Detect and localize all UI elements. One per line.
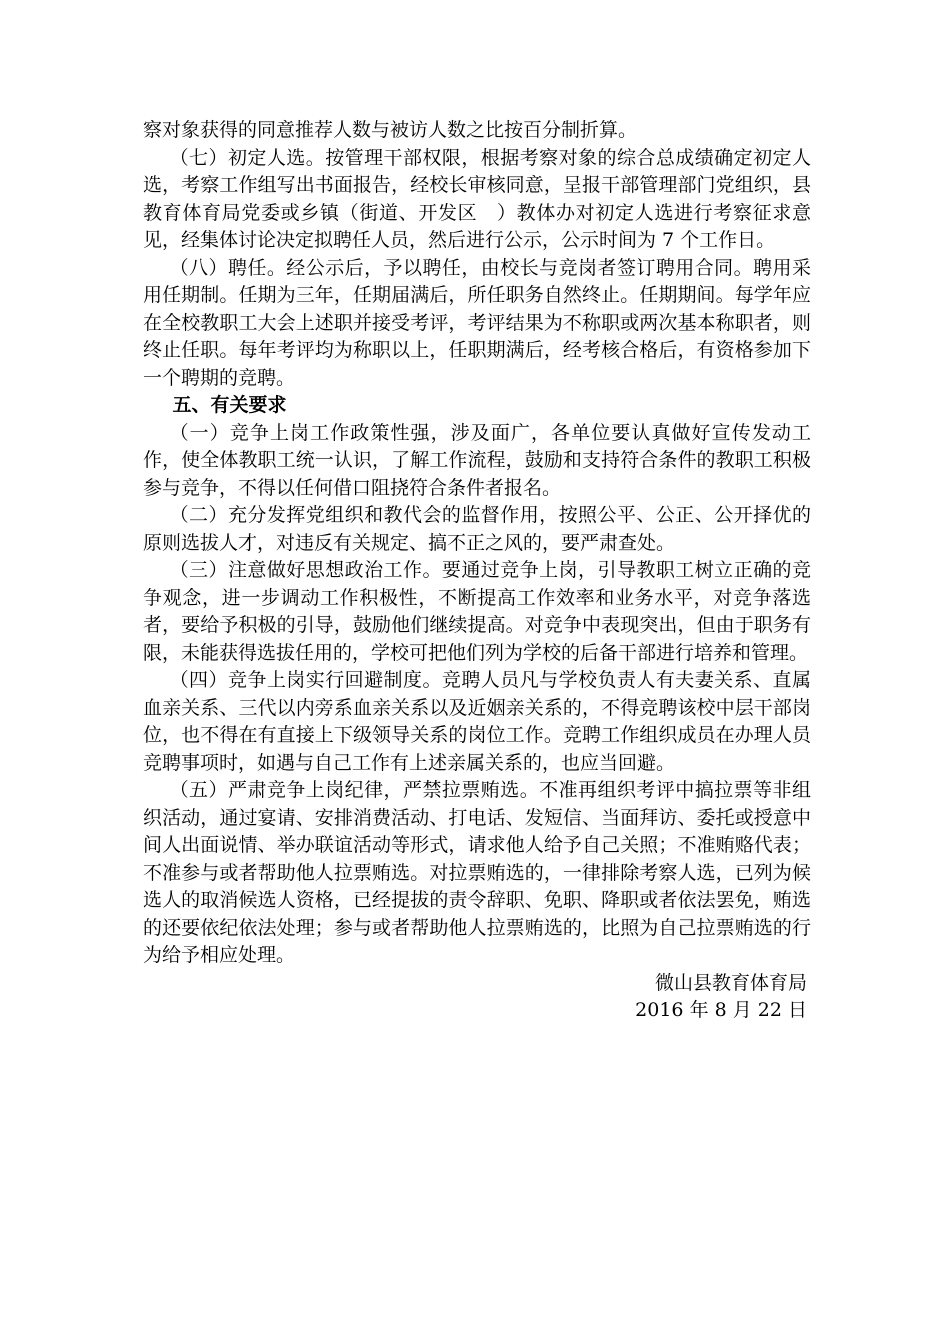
- paragraph-initial-selection: （七）初定人选。按管理干部权限，根据考察对象的综合总成绩确定初定人选，考察工作组写出书面报告，经校长审核同意，呈报干部管理部门党组织，县教育体育局党委或乡镇（街道、开发区 ）教体办对初定人选进行考察征求意见，经集体讨论决定拟聘任人员，然后进行公示，公示时间为 7 个工作日。: [143, 146, 811, 251]
- signature-organization: 微山县教育体育局: [654, 971, 807, 994]
- requirement-item-2: （二）充分发挥党组织和教代会的监督作用，按照公平、公正、公开择优的原则选拔人才，对违反有关规定、搞不正之风的，要严肃查处。: [143, 504, 811, 554]
- paragraph-appointment: （八）聘任。经公示后，予以聘任，由校长与竞岗者签订聘用合同。聘用采用任期制。任期为三年，任期届满后，所任职务自然终止。任期期间。每学年应在全校教职工大会上述职并接受考评，考评结果为不称职或两次基本称职者，则终止任职。每年考评均为称职以上，任职期满后，经考核合格后，有资格参加下一个聘期的竞聘。: [143, 256, 811, 389]
- requirement-item-1: （一）竞争上岗工作政策性强，涉及面广，各单位要认真做好宣传发动工作，使全体教职工统一认识，了解工作流程，鼓励和支持符合条件的教职工积极参与竞争，不得以任何借口阻挠符合条件者报名。: [143, 421, 811, 499]
- document-page: [143, 117, 811, 1024]
- signature-date: 2016 年 8 月 22 日: [635, 998, 807, 1021]
- requirement-item-5: （五）严肃竞争上岗纪律，严禁拉票贿选。不准再组织考评中搞拉票等非组织活动，通过宴请、安排消费活动、打电话、发短信、当面拜访、委托或授意中间人出面说情、举办联谊活动等形式，请求他人给予自己关照；不准贿赂代表；不准参与或者帮助他人拉票贿选。对拉票贿选的，一律排除考察人选，已列为候选人的取消候选人资格，已经提拔的责令辞职、免职、降职或者依法罢免，贿选的还要依纪依法处理；参与或者帮助他人拉票贿选的，比照为自己拉票贿选的行为给予相应处理。: [143, 779, 811, 966]
- requirement-item-4: （四）竞争上岗实行回避制度。竞聘人员凡与学校负责人有夫妻关系、直属血亲关系、三代以内旁系血亲关系以及近姻亲关系的，不得竞聘该校中层干部岗位，也不得在有直接上下级领导关系的岗位工作。竞聘工作组织成员在办理人员竞聘事项时，如遇与自己工作有上述亲属关系的，也应当回避。: [143, 669, 811, 774]
- requirement-item-3: （三）注意做好思想政治工作。要通过竞争上岗，引导教职工树立正确的竞争观念，进一步调动工作积极性，不断提高工作效率和业务水平，对竞争落选者，要给予积极的引导，鼓励他们继续提高。对竞争中表现突出，但由于职务有限，未能获得选拔任用的，学校可把他们列为学校的后备干部进行培养和管理。: [143, 559, 811, 664]
- paragraph-continuation: 察对象获得的同意推荐人数与被访人数之比按百分制折算。: [143, 119, 638, 141]
- signature-block: [143, 970, 811, 1024]
- section-heading: 五、有关要求: [172, 394, 287, 416]
